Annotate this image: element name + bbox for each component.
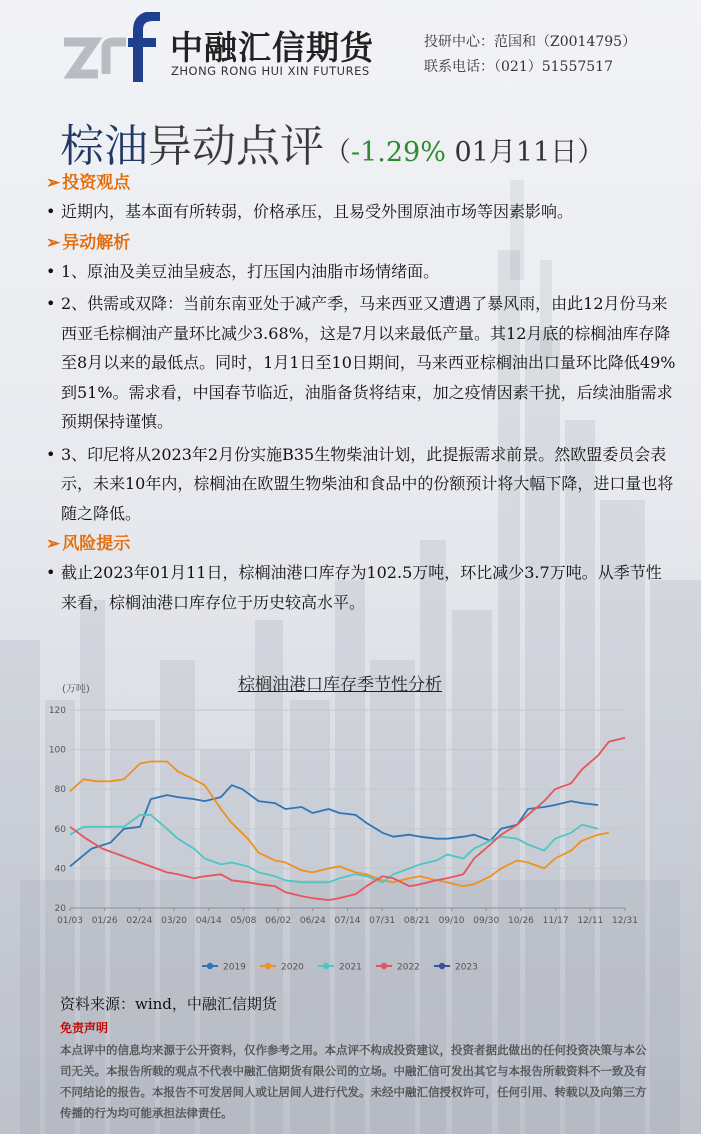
legend-label-2020: 2020 <box>281 962 304 973</box>
x-tick-label: 01/03 <box>57 916 83 926</box>
legend-label-2022: 2022 <box>397 962 420 973</box>
series-line-2020 <box>70 762 609 887</box>
y-tick-label: 120 <box>48 706 66 716</box>
legend-marker-2020 <box>265 963 271 969</box>
y-tick-label: 20 <box>54 904 66 914</box>
disclaimer-heading: 免责声明 <box>60 1021 109 1035</box>
phone-line: 联系电话：（021）51557517 <box>424 59 613 75</box>
x-tick-label: 01/26 <box>91 916 118 926</box>
section-heading-view: ➢ 投资观点 <box>46 173 131 193</box>
section-heading-analysis: ➢ 异动解析 <box>46 232 131 253</box>
x-tick-label: 08/21 <box>403 916 430 926</box>
company-name-en: ZHONG RONG HUI XIN FUTURES <box>171 64 370 78</box>
title-open-paren: （ <box>324 137 351 168</box>
data-source: 资料来源：wind，中融汇信期货 <box>60 995 277 1013</box>
legend-marker-2021 <box>323 963 329 969</box>
title-change: -1.29% <box>351 137 446 168</box>
x-tick-label: 06/02 <box>265 916 292 926</box>
x-tick-label: 12/11 <box>577 916 604 926</box>
x-tick-label: 09/30 <box>473 916 500 926</box>
y-tick-label: 80 <box>54 785 66 796</box>
legend-label-2021: 2021 <box>339 962 362 973</box>
legend-marker-2019 <box>207 963 213 969</box>
inventory-chart <box>40 660 640 980</box>
legend-marker-2023 <box>439 963 445 969</box>
arrow-icon: ➢ <box>46 534 61 554</box>
x-tick-label: 09/10 <box>438 916 465 926</box>
arrow-icon: ➢ <box>46 232 61 253</box>
page-title <box>60 110 604 174</box>
arrow-icon: ➢ <box>46 173 61 193</box>
x-tick-label: 04/14 <box>195 916 222 926</box>
series-line-2019 <box>70 785 598 866</box>
bullet-item: • 近期内，基本面有所转弱，价格承压，且易受外围原油市场等因素影响。 <box>46 197 676 227</box>
disclaimer-body: 本点评中的信息均来源于公开资料，仅作参考之用。本点评不构成投资建议，投资者据此做出的任何投资决策与本公司无关。本报告所载的观点不代表中融汇信期货有限公司的立场。中融汇信可发出其它与本报告所载资料不一致及有不同结论的报告。本报告不可发居间人或让居间人进行代发。未经中融汇信授权许可，任何引用、转载以及向第三方传播的行为均可能承担法律责任。 <box>60 1043 647 1120</box>
x-tick-label: 03/20 <box>161 916 188 926</box>
bullet-item: • 1、原油及美豆油呈疲态，打压国内油脂市场情绪面。 <box>46 257 676 287</box>
series-line-2021 <box>70 815 598 882</box>
title-commodity: 棕油 <box>60 121 148 172</box>
x-tick-label: 07/14 <box>334 916 361 926</box>
y-tick-label: 40 <box>54 864 66 875</box>
x-tick-label: 10/26 <box>507 916 534 926</box>
chart-title: 棕榈油港口库存季节性分析 <box>238 675 442 695</box>
bullet-item: • 3、印尼将从2023年2月份实施B35生物柴油计划，此提振需求前景。然欧盟委员会表示，未来10年内，棕榈油在欧盟生物柴油和食品中的份额预计将大幅下降，进口量也将随之降低。 <box>46 440 676 529</box>
legend-marker-2022 <box>381 963 387 969</box>
analyst-line: 投研中心：范国和（Z0014795） <box>424 34 637 50</box>
title-report-type: 异动点评 <box>148 121 324 172</box>
legend-label-2019: 2019 <box>223 962 246 973</box>
x-tick-label: 02/24 <box>126 916 153 926</box>
y-tick-label: 100 <box>48 745 66 756</box>
x-tick-label: 11/17 <box>542 916 569 926</box>
title-date: 01月11日） <box>445 137 605 168</box>
x-tick-label: 06/24 <box>299 916 326 926</box>
section-heading-risk: ➢ 风险提示 <box>46 534 131 554</box>
x-tick-label: 05/08 <box>230 916 257 926</box>
x-tick-label: 12/31 <box>612 916 638 926</box>
header <box>0 0 701 100</box>
bullet-item: • 2、供需或双降：当前东南亚处于减产季，马来西亚又遭遇了暴风雨，由此12月份马来西亚毛棕榈油产量环比减少3.68%，这是7月以来最低产量。其12月底的棕榈油库存降至8月以来的最低点。同时，1月1日至10日期间，马来西亚棕榈油出口量环比降低49%到51%。需求看，中国春节临近，油脂备货将结束，加之疫情因素干扰，后续油脂需求预期保持谨慎。 <box>46 289 676 437</box>
y-tick-label: 60 <box>54 824 66 835</box>
company-logo-icon <box>60 12 160 82</box>
chart-svg <box>40 660 640 980</box>
contact-info <box>424 30 636 80</box>
x-tick-label: 07/31 <box>369 916 396 926</box>
y-axis-label: (万吨) <box>62 684 90 695</box>
company-name-cn: 中融汇信期货 <box>170 28 374 67</box>
legend-label-2023: 2023 <box>455 962 478 973</box>
report-content <box>46 170 676 617</box>
bullet-item: • 截止2023年01月11日，棕榈油港口库存为102.5万吨，环比减少3.7万吨。从季节性来看，棕榈油港口库存位于历史较高水平。 <box>46 558 676 617</box>
